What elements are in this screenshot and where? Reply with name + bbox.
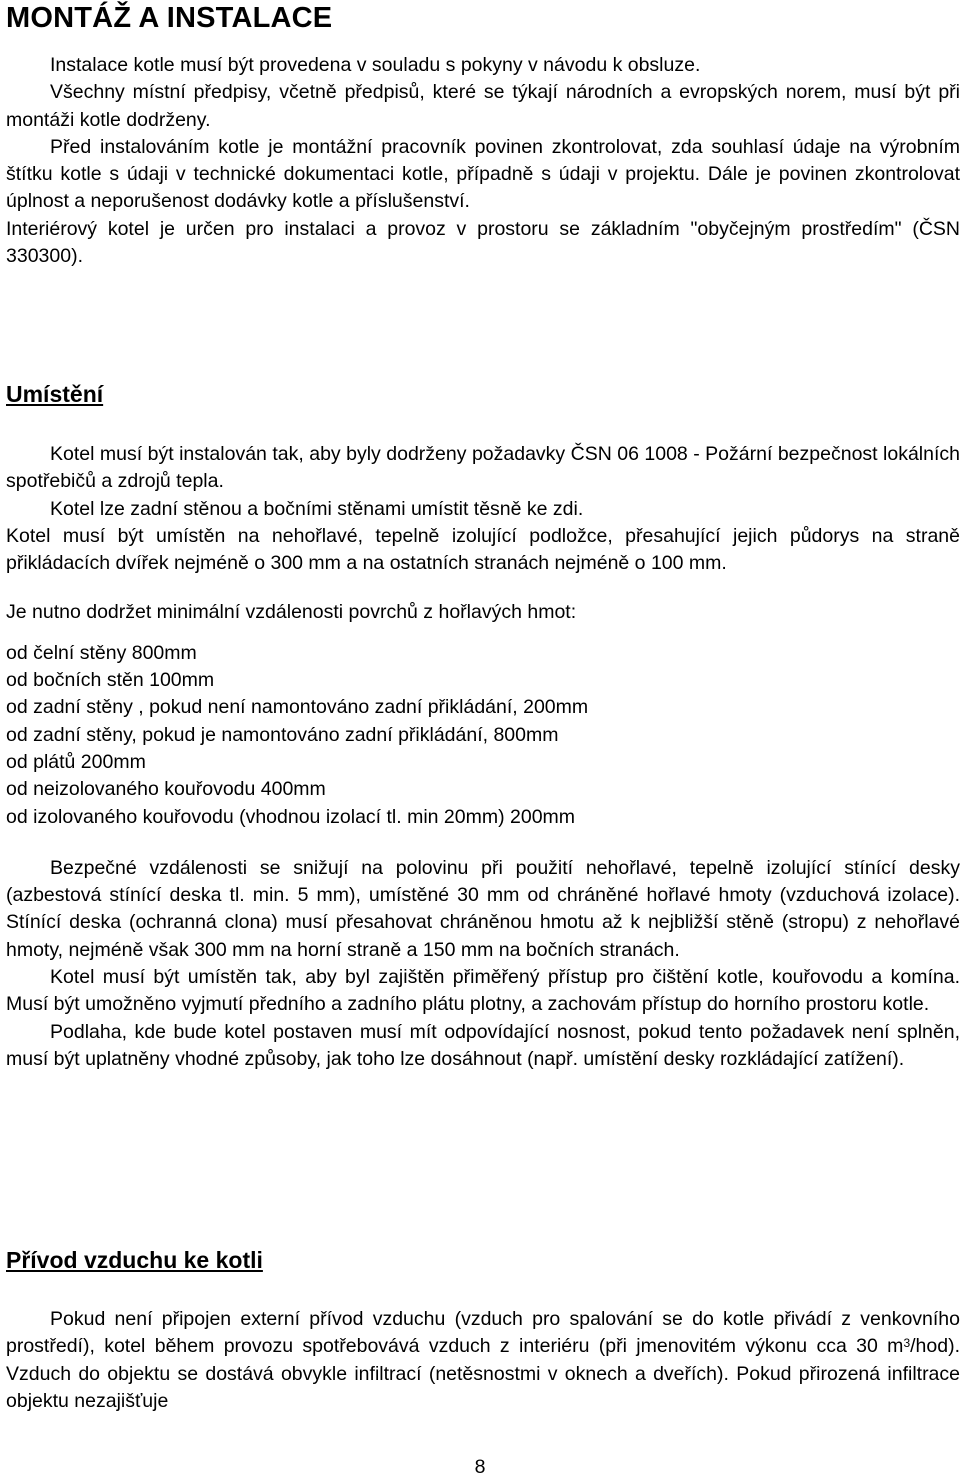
privod-text-before: Pokud není připojen externí přívod vzduchu (vzduch pro spalování se do kotle přivádí z venkovního prostředí), kotel během provozu spotřebovává vzduch z interiéru (při jmenovitém výkonu cca 30 m — [6, 1308, 960, 1358]
intro-paragraph-4: Interiérový kotel je určen pro instalaci a provoz v prostoru se základním "obyčejným prostředím" (ČSN 330300). — [6, 217, 960, 268]
distance-item: od neizolovaného kouřovodu 400mm — [6, 778, 326, 801]
umisteni-paragraph-3: Kotel musí být umístěn na nehořlavé, tepelně izolující podložce, přesahující jejich půdorys na straně přikládacích dvířek nejméně o 300 mm a na ostatních stranách nejméně o 100 mm. — [6, 524, 960, 575]
umisteni-paragraph-7: Podlaha, kde bude kotel postaven musí mít odpovídající nosnost, pokud tento požadavek není splněn, musí být uplatněny vhodné způsoby, jak toho lze dosáhnout (např. umístění desky rozkládající zatížení). — [6, 1020, 960, 1070]
privod-text-after: /hod). Vzduch do objektu se dostává obvykle infiltrací (netěsnostmi v oknech a dveřích). Pokud přirozená infiltrace objektu nezajišťuje — [6, 1335, 960, 1412]
distance-list — [6, 640, 960, 831]
intro-paragraph-2: Všechny místní předpisy, včetně předpisů, které se týkají národních a evropských norem, musí být při montáži kotle dodrženy. — [6, 81, 960, 131]
distance-item: od zadní stěny , pokud není namontováno zadní přikládání, 200mm — [6, 696, 589, 719]
intro-paragraph-1: Instalace kotle musí být provedena v souladu s pokyny v návodu k obsluze. — [50, 54, 701, 76]
page-title: MONTÁŽ A INSTALACE — [6, 2, 333, 34]
page-number: 8 — [474, 1456, 486, 1478]
umisteni-paragraph-2: Kotel lze zadní stěnou a bočními stěnami umístit těsně ke zdi. — [50, 497, 584, 520]
distance-item: od čelní stěny 800mm — [6, 641, 197, 664]
superscript: 3 — [903, 1336, 911, 1351]
distance-item: od bočních stěn 100mm — [6, 669, 215, 692]
section-heading-privod: Přívod vzduchu ke kotli — [6, 1247, 263, 1273]
umisteni-paragraph-5: Bezpečné vzdálenosti se snižují na polovinu při použití nehořlavé, tepelně izolující stínící desky (azbestová stínící deska tl. min. 5 mm), umístěné 30 mm od chráněné hořlavé hmoty (vzduchová izolace). Stínící deska (ochranná clona) musí přesahovat chráněnou hmotu až k nejbližší stěně (stropu) z nehořlavé hmoty, nejméně však 300 mm na horní straně a 150 mm na bočních stranách. — [6, 856, 960, 961]
intro-section — [6, 52, 960, 270]
privod-section — [6, 1306, 960, 1415]
privod-paragraph-1 — [6, 1306, 960, 1415]
umisteni-paragraph-4: Je nutno dodržet minimální vzdálenosti povrchů z hořlavých hmot: — [6, 601, 577, 624]
distance-item: od zadní stěny, pokud je namontováno zadní přikládání, 800mm — [6, 723, 559, 746]
distance-item: od izolovaného kouřovodu (vhodnou izolací tl. min 20mm) 200mm — [6, 805, 576, 828]
umisteni-paragraph-1: Kotel musí být instalován tak, aby byly dodrženy požadavky ČSN 06 1008 - Požární bezpečnost lokálních spotřebičů a zdrojů tepla. — [6, 443, 960, 493]
umisteni-paragraph-6: Kotel musí být umístěn tak, aby byl zajištěn přiměřený přístup pro čištění kotle, kouřovodu a komína. Musí být umožněno vyjmutí předního a zadního plátu plotny, a zachovám přístup do horního prostoru kotle. — [6, 966, 960, 1016]
section-heading-umisteni: Umístění — [6, 381, 104, 407]
distance-item: od plátů 200mm — [6, 750, 146, 773]
intro-paragraph-3: Před instalováním kotle je montážní pracovník povinen zkontrolovat, zda souhlasí údaje na výrobním štítku kotle s údaji v technické dokumentaci kotle, případně s údaji v projektu. Dále je povinen zkontrolovat úplnost a neporušenost dodávky kotle a příslušenství. — [6, 135, 960, 213]
umisteni-section — [6, 441, 960, 1073]
